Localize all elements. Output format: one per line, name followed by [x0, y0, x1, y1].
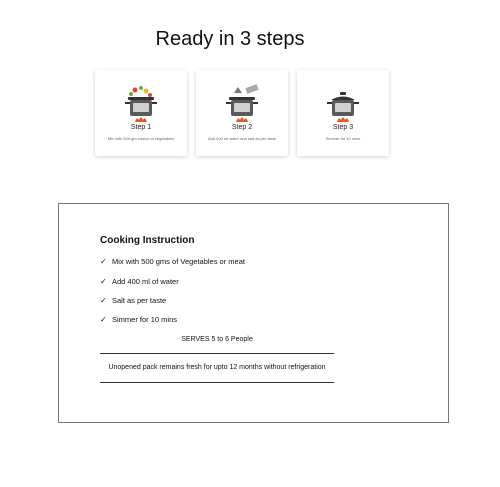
pot-with-vegetables-icon — [95, 84, 187, 124]
step-description: Add 400 ml water and salt as per taste — [207, 136, 277, 141]
step-card-3 — [297, 70, 389, 156]
instruction-item — [100, 277, 179, 286]
instruction-text: Add 400 ml of water — [112, 277, 179, 286]
pot-with-water-icon — [196, 84, 288, 124]
step-card-2 — [196, 70, 288, 156]
step-label: Step 1 — [130, 124, 152, 131]
divider — [100, 382, 334, 383]
instruction-text: Simmer for 10 mins — [112, 315, 178, 324]
instruction-heading: Cooking Instruction — [100, 235, 195, 246]
step-label: Step 3 — [332, 124, 354, 131]
checkmark-icon: ✓ — [100, 277, 107, 286]
covered-pot-icon — [297, 84, 389, 124]
serves-text: SERVES 5 to 6 People — [181, 336, 253, 343]
divider — [100, 353, 334, 354]
instruction-text: Mix with 500 gms of Vegetables or meat — [112, 257, 245, 266]
instruction-item — [100, 257, 245, 266]
page-title: Ready in 3 steps — [155, 28, 305, 50]
step-label: Step 2 — [231, 124, 253, 131]
instruction-item — [100, 296, 166, 305]
freshness-text: Unopened pack remains fresh for upto 12 months without refrigeration — [108, 364, 326, 371]
checkmark-icon: ✓ — [100, 296, 107, 305]
checkmark-icon: ✓ — [100, 315, 107, 324]
step-description: Simmer for 10 mins — [325, 136, 361, 141]
step-description: Mix with 500 gm choice of vegetables — [107, 136, 175, 141]
instruction-text: Salt as per taste — [112, 296, 167, 305]
step-card-1 — [95, 70, 187, 156]
instruction-item — [100, 315, 177, 324]
checkmark-icon: ✓ — [100, 257, 107, 266]
cooking-instruction-box — [58, 203, 449, 423]
